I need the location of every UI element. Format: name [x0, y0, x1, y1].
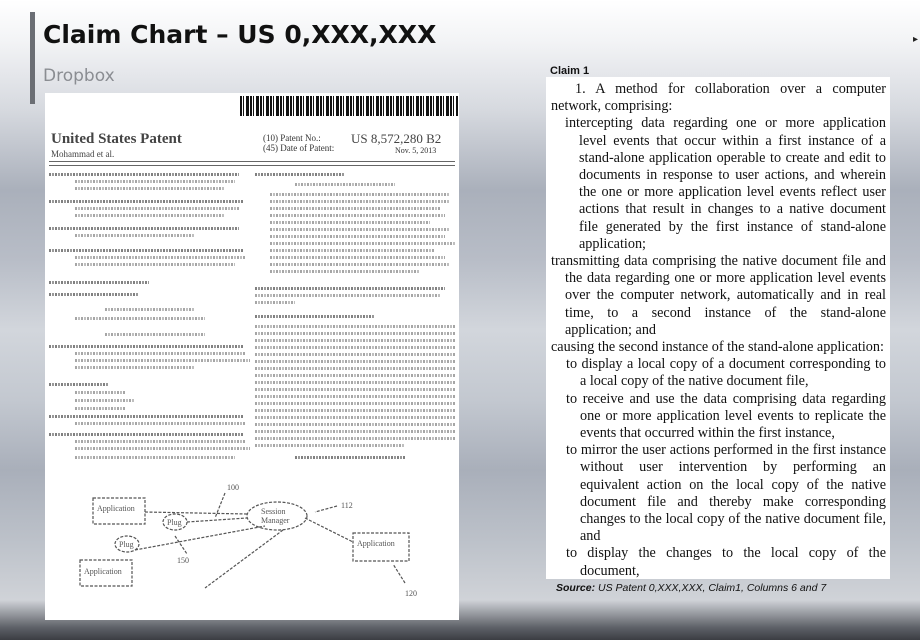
claim-paragraph: causing the second instance of the stand-alone application:	[551, 339, 884, 356]
patent-header-title-text: United States Patent	[51, 131, 182, 147]
claim-paragraph: to receive and use the data comprising data regarding one or more application level events to replicate the events that occurred within the first instance,	[566, 390, 886, 442]
claim-paragraph: to display the changes to the local copy of the document,	[566, 545, 886, 579]
claim-paragraph: transmitting data comprising the native document file and the data regarding one or more application level events over the computer network, automatically and in real time, to a second instance of the stand-alone application; and	[551, 253, 886, 338]
source-label: Source:	[556, 582, 596, 594]
patent-barcode	[240, 96, 458, 116]
claim-paragraph: intercepting data regarding one or more application level events that occur within a first instance of a stand-alone application operable to create and edit to documents in response to user actions, and wherein the one or more application level events reflect user actions that result in changes to a native document file generated by the first instance of stand-alone application;	[565, 115, 886, 252]
figure-label-app-3: Application	[357, 539, 395, 548]
claim-text-panel	[546, 77, 890, 579]
patent-divider	[49, 161, 455, 162]
figure-ref-112: 112	[341, 501, 353, 510]
figure-ref-150: 150	[177, 556, 189, 565]
source-citation	[556, 582, 826, 594]
patent-no-label: (10) Patent No.:	[263, 133, 321, 143]
page-title: Claim Chart – US 0,XXX,XXX	[43, 20, 437, 49]
claim-paragraph: 1. A method for collaboration over a computer network, comprising:	[551, 81, 886, 115]
corner-mark: ▸	[913, 34, 919, 45]
figure-ref-100: 100	[227, 483, 239, 492]
patent-number: US 8,572,280 B2	[351, 131, 442, 146]
figure-ref-120: 120	[405, 589, 417, 598]
patent-figure-diagram	[75, 478, 445, 618]
patent-inventor-line: Mohammad et al.	[51, 149, 115, 159]
claim-paragraph: to mirror the user actions performed in the first instance without user intervention by performing an equivalent action on the local copy of the native document file and thereby make corresponding changes to the local copy of the native document file, and	[566, 442, 886, 545]
figure-label-app-1: Application	[97, 504, 135, 513]
patent-date-label: (45) Date of Patent:	[263, 143, 335, 153]
source-text: US Patent 0,XXX,XXX, Claim1, Columns 6 and 7	[598, 582, 827, 594]
figure-label-manager: Manager	[261, 516, 290, 525]
patent-header-title	[51, 131, 182, 159]
figure-label-plug-1: Plug	[167, 518, 182, 527]
figure-label-app-2: Application	[84, 567, 122, 576]
patent-date: Nov. 5, 2013	[395, 146, 437, 155]
patent-number-label	[263, 133, 334, 153]
claim-heading: Claim 1	[550, 65, 590, 77]
page-subtitle: Dropbox	[43, 66, 115, 86]
patent-divider	[49, 165, 455, 166]
patent-figure-svg	[75, 478, 445, 618]
patent-front-page-image	[45, 93, 459, 620]
figure-label-session: Session	[261, 507, 286, 516]
figure-label-plug-2: Plug	[119, 540, 134, 549]
claim-paragraph: to display a local copy of a document corresponding to a local copy of the native document file,	[566, 356, 886, 390]
title-accent-bar	[30, 12, 35, 104]
